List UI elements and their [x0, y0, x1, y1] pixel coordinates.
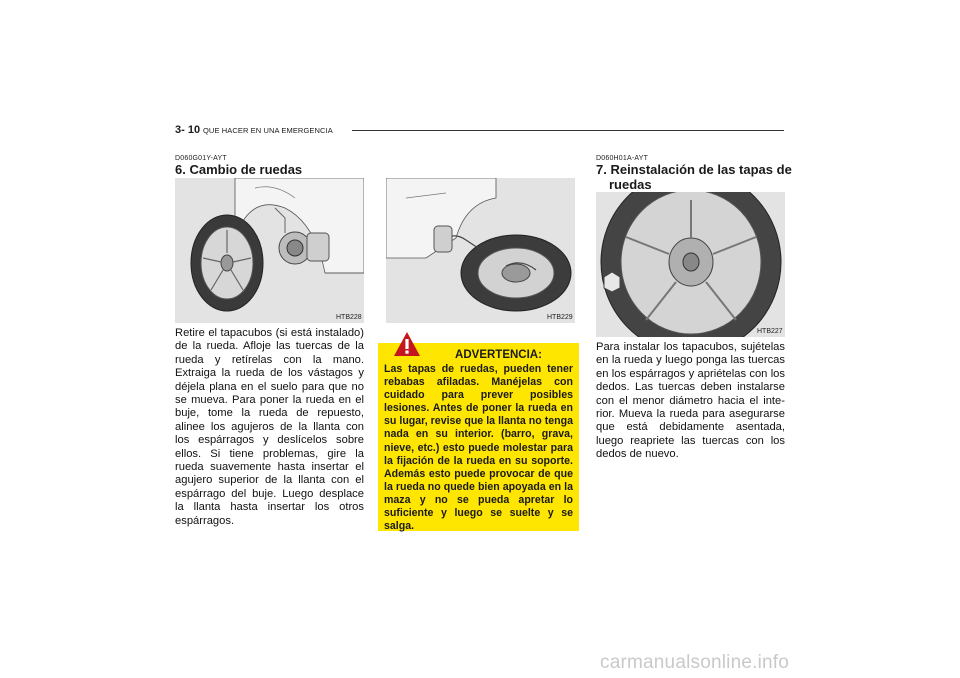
spare-tire-drawing	[386, 178, 575, 323]
exclamation-icon	[393, 331, 421, 362]
warning-box	[378, 343, 579, 531]
wheel-removal-illustration	[175, 178, 364, 323]
left-section-code: D060G01Y-AYT	[175, 155, 227, 162]
page-number: 3- 10	[175, 124, 201, 136]
hubcap-illustration	[596, 192, 785, 337]
warning-title: ADVERTENCIA:	[455, 349, 542, 361]
header-divider	[352, 130, 784, 131]
right-section-code: D060H01A-AYT	[596, 155, 649, 162]
middle-image-label: HTB229	[547, 314, 573, 321]
left-image-label: HTB228	[336, 314, 362, 321]
hubcap-drawing	[596, 192, 785, 337]
spare-tire-illustration	[386, 178, 575, 323]
right-image-label: HTB227	[757, 328, 783, 335]
wheel-removal-drawing	[175, 178, 364, 323]
warning-text: Las tapas de ruedas, pueden tener rebabas afiladas. Manéjelas con cuidado para prever posibles lesiones. Antes de poner la rueda en su lugar, revise que la llanta no tenga nada en su interior. (barro, grava, nieve, etc.) esto puede molestar para la fijación de la rueda en su soporte. Además esto puede provocar de que la rueda no quede bien apoyada en la maza y no se pueda apretar lo suficiente y luego se suelte y se salga.	[384, 363, 573, 533]
right-section-heading-line1: 7. Reinstalación de las tapas de	[596, 162, 792, 177]
section-title: QUE HACER EN UNA EMERGENCIA	[203, 126, 333, 135]
right-section-heading-line2: ruedas	[609, 177, 652, 192]
left-body-text: Retire el tapacubos (si está instalado) de la rueda. Afloje las tuercas de la rueda y retírelas con la mano. Extraiga la rueda de los vástagos y déjela plana en el suelo para que no se mueva. Para poner la rueda en el buje, tome la rueda de repuesto, alinee los agujeros de la llanta con los espárragos y deslícelos sobre ellos. Si tiene problemas, gire la rueda suavemente hasta insertar el agujero superior de la llanta con el espárrago del buje. Luego desplace la llanta hasta insertar los otros espárragos.	[175, 327, 364, 527]
right-body-text: Para instalar los tapacubos, sujételas en la rueda y luego ponga las tuercas en los espárragos y apriételas con los dedos. Las tuercas deben instalarse con el menor diámetro hacia el inte-rior. Mueva la rueda para asegurarse que está debidamente asentada, luego reapriete las tuercas con los dedos de nuevo.	[596, 341, 785, 461]
left-section-heading: 6. Cambio de ruedas	[175, 162, 303, 177]
watermark: carmanualsonline.info	[600, 652, 790, 673]
